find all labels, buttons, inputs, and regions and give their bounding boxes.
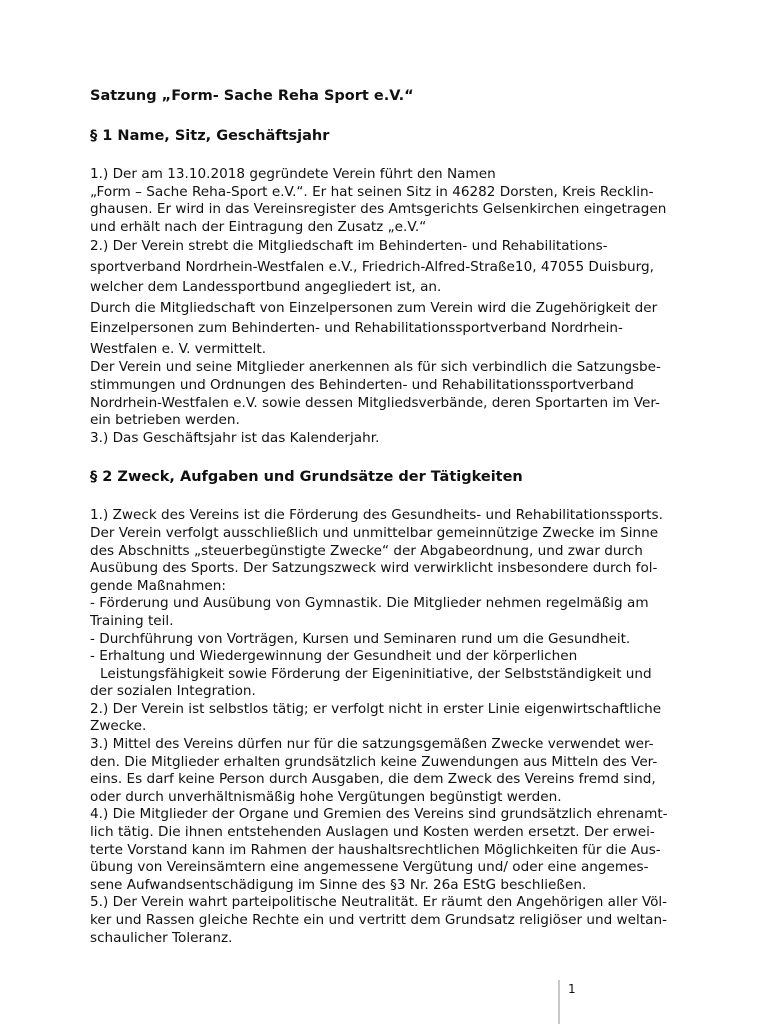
section-2-body [90, 507, 690, 947]
text-line: - Förderung und Ausübung von Gymnastik. Die Mitglieder nehmen regelmäßig am [90, 595, 649, 612]
text-line: Leistungsfähigkeit sowie Förderung der Eigeninitiative, der Selbstständigkeit und [100, 665, 652, 682]
text-line: schaulicher Toleranz. [90, 929, 233, 946]
text-line: oder durch unverhältnismäßig hohe Vergütungen begünstigt werden. [90, 788, 562, 805]
text-line: - Erhaltung und Wiedergewinnung der Gesundheit und der körperlichen [90, 648, 578, 665]
document-title: Satzung „Form- Sache Reha Sport e.V.“ [90, 88, 414, 104]
text-line: 1.) Der am 13.10.2018 gegründete Verein führt den Namen [90, 166, 496, 182]
text-line: ghausen. Er wird in das Vereinsregister des Amtsgerichts Gelsenkirchen eingetragen [90, 201, 667, 218]
text-line: eins. Es darf keine Person durch Ausgaben, die dem Zweck des Vereins fremd sind, [90, 771, 656, 788]
text-line: ker und Rassen gleiche Rechte ein und vertritt dem Grundsatz religiöser und weltan- [90, 912, 667, 928]
text-line: terte Vorstand kann im Rahmen der haushaltsrechtlichen Möglichkeiten für die Aus- [90, 841, 661, 858]
text-line: und erhält nach der Eintragung den Zusatz „e.V.“ [90, 218, 427, 235]
text-line: Nordrhein-Westfalen e.V. sowie dessen Mitgliedsverbände, deren Sportarten im Ver- [90, 394, 660, 411]
text-line: gende Maßnahmen: [90, 577, 226, 594]
text-line: „Form – Sache Reha-Sport e.V.“. Er hat seinen Sitz in 46282 Dorsten, Kreis Recklin- [90, 183, 654, 200]
text-line: 4.) Die Mitglieder der Organe und Gremien des Vereins sind grundsätzlich ehrenamt- [90, 806, 668, 823]
text-line: 3.) Mittel des Vereins dürfen nur für die satzungsgemäßen Zwecke verwendet wer- [90, 736, 654, 753]
footer-divider [558, 980, 560, 1024]
text-line: welcher dem Landessportbund angegliedert ist, an. [90, 279, 442, 296]
page-number: 1 [568, 982, 576, 996]
text-line: sportverband Nordrhein-Westfalen e.V., Friedrich-Alfred-Straße10, 47055 Duisburg, [90, 258, 654, 275]
text-line: 2.) Der Verein strebt die Mitgliedschaft im Behinderten- und Rehabilitations- [90, 238, 608, 255]
text-line: übung von Vereinsämtern eine angemessene Vergütung und/ oder eine angemes- [90, 859, 649, 876]
text-line: Training teil. [90, 612, 174, 629]
text-line: 3.) Das Geschäftsjahr ist das Kalenderjahr. [90, 429, 380, 446]
text-line: lich tätig. Die ihnen entstehenden Auslagen und Kosten werden ersetzt. Der erwei- [90, 824, 655, 841]
text-line: Westfalen e. V. vermittelt. [90, 340, 267, 357]
document-page [90, 86, 690, 947]
section-1-body [90, 166, 690, 447]
text-line: Der Verein und seine Mitglieder anerkennen als für sich verbindlich die Satzungsbe- [90, 359, 661, 376]
text-line: der sozialen Integration. [90, 683, 256, 700]
text-line: des Abschnitts „steuerbegünstigte Zwecke“ der Abgabeordnung, und zwar durch [90, 542, 643, 559]
text-line: Durch die Mitgliedschaft von Einzelpersonen zum Verein wird die Zugehörigkeit der [90, 299, 658, 316]
text-line: 5.) Der Verein wahrt parteipolitische Neutralität. Er räumt den Angehörigen aller Völ- [90, 894, 668, 911]
text-line: 2.) Der Verein ist selbstlos tätig; er verfolgt nicht in erster Linie eigenwirtschaftliche [90, 700, 662, 717]
text-line: - Durchführung von Vorträgen, Kursen und Seminaren rund um die Gesundheit. [90, 630, 631, 647]
text-line: Der Verein verfolgt ausschließlich und unmittelbar gemeinnützige Zwecke im Sinne [90, 524, 659, 541]
text-line: Einzelpersonen zum Behinderten- und Rehabilitationssportverband Nordrhein- [90, 320, 623, 337]
text-line: ein betrieben werden. [90, 412, 240, 429]
text-line: den. Die Mitglieder erhalten grundsätzlich keine Zuwendungen aus Mitteln des Ver- [90, 753, 658, 770]
text-line: sene Aufwandsentschädigung im Sinne des §3 Nr. 26a EStG beschließen. [90, 876, 587, 893]
text-line: 1.) Zweck des Vereins ist die Förderung des Gesundheits- und Rehabilitationssports. [90, 507, 663, 524]
text-line: Ausübung des Sports. Der Satzungszweck wird verwirklicht insbesondere durch fol- [90, 560, 658, 577]
text-line: stimmungen und Ordnungen des Behinderten- und Rehabilitationssportverband [90, 376, 634, 393]
text-line: Zwecke. [90, 718, 147, 735]
section-2-heading: § 2 Zweck, Aufgaben und Grundsätze der Tätigkeiten [90, 469, 523, 486]
section-1-heading: § 1 Name, Sitz, Geschäftsjahr [90, 128, 330, 144]
